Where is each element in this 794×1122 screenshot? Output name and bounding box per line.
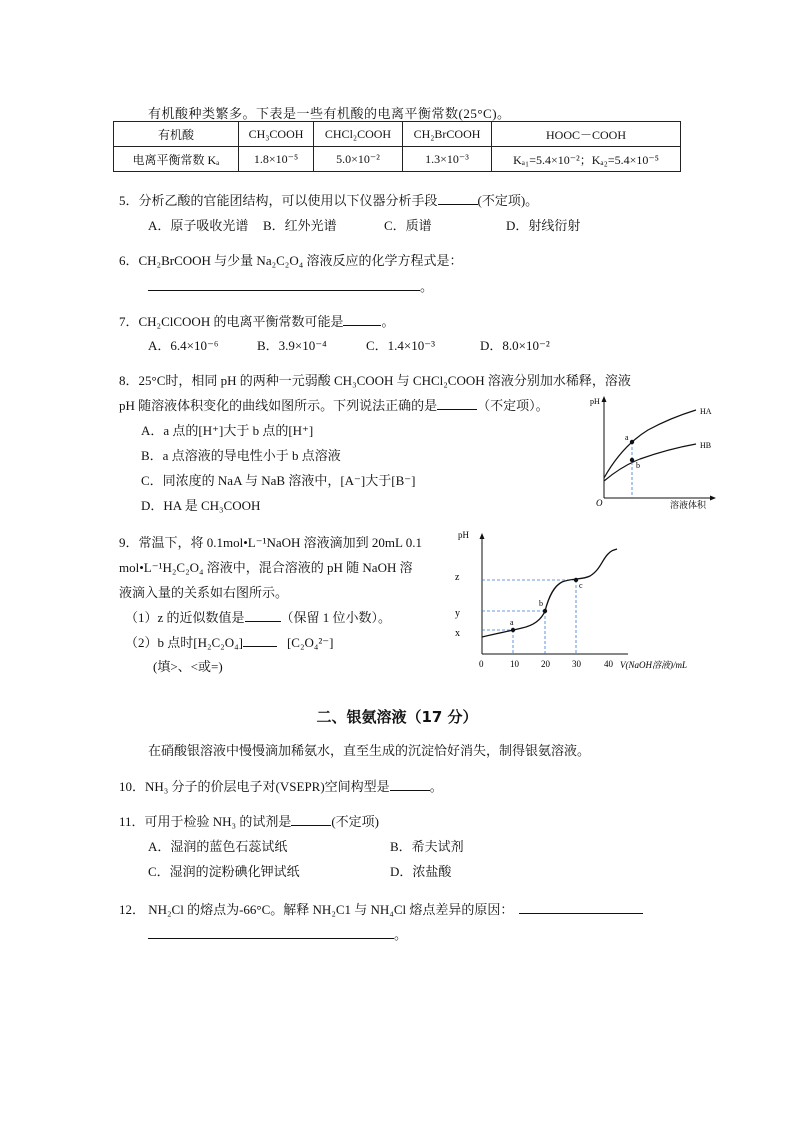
answer-blank[interactable] xyxy=(390,778,430,791)
point-a-label: a xyxy=(510,618,514,627)
answer-blank[interactable] xyxy=(245,609,281,622)
question-7 xyxy=(119,311,394,330)
question-12 xyxy=(119,899,643,918)
question-11 xyxy=(119,811,379,830)
q9-titration-graph xyxy=(450,526,720,672)
question-stem: 5．分析乙酸的官能团结构，可以使用以下仪器分析手段 xyxy=(119,193,438,208)
question-10 xyxy=(119,776,443,795)
y-label-y: y xyxy=(455,608,460,619)
table-cell: 1.8×10⁻⁵ xyxy=(239,147,314,172)
y-axis-arrow xyxy=(602,396,607,402)
option-b: B．3.9×10⁻⁴ xyxy=(257,338,327,353)
y-label-z: z xyxy=(455,572,460,583)
x-tick-label: 30 xyxy=(572,659,581,669)
question-8-line2 xyxy=(119,395,549,414)
question-stem: 11．可用于检验 NH₃ 的试剂是 xyxy=(119,814,292,829)
curve-hb-label: HB xyxy=(700,441,712,450)
option-a: A．a 点的[H⁺]大于 b 点的[H⁺] xyxy=(141,423,314,438)
option-d: D．浓盐酸 xyxy=(390,864,452,879)
ka-table xyxy=(113,121,681,172)
option-c: C．湿润的淀粉碘化钾试纸 xyxy=(148,864,300,879)
x-axis-label: V(NaOH溶液)/mL xyxy=(620,660,687,670)
question-stem: [C₂O₄²⁻] xyxy=(286,635,334,650)
question-stem: （不定项）。 xyxy=(477,398,549,413)
option-d: D．8.0×10⁻² xyxy=(480,338,550,353)
question-stem: (不定项)。 xyxy=(477,193,539,208)
question-stem: （保留 1 位小数）。 xyxy=(280,610,392,625)
point-b xyxy=(630,458,634,462)
option-a: A．原子吸收光谱 xyxy=(148,218,249,233)
question-9-line2: mol•L⁻¹H₂C₂O₄ 溶液中，混合溶液的 pH 随 NaOH 溶 xyxy=(119,560,413,575)
x-axis-arrow xyxy=(710,496,716,501)
answer-blank[interactable] xyxy=(438,192,478,205)
point-b xyxy=(543,609,547,613)
table-cell: 1.3×10⁻³ xyxy=(403,147,492,172)
line-end: 。 xyxy=(420,279,434,294)
section-title: 二、银氨溶液（17 分） xyxy=(316,708,478,726)
question-5 xyxy=(119,190,538,209)
line-end: 。 xyxy=(394,927,408,942)
y-label-x: x xyxy=(455,628,460,639)
curve-ha-label: HA xyxy=(700,407,712,416)
question-stem: 12． NH₂Cl 的熔点为-66°C。解释 NH₂C1 与 NH₄Cl 熔点差异的原因： xyxy=(119,902,514,917)
q8-ph-dilution-graph xyxy=(588,394,720,512)
table-cell: Kₐ₁=5.4×10⁻²；Kₐ₂=5.4×10⁻⁵ xyxy=(492,147,681,172)
option-a: A．湿润的蓝色石蕊试纸 xyxy=(148,839,288,854)
question-8-line1: 8．25°C时，相同 pH 的两种一元弱酸 CH₃COOH 与 CHCl₂COOH 溶液分别加水稀释，溶液 xyxy=(119,373,631,388)
point-b-label: b xyxy=(539,599,543,608)
question-stem: pH 随溶液体积变化的曲线如图所示。下列说法正确的是 xyxy=(119,398,438,413)
question-stem: 7．CH₂ClCOOH 的电离平衡常数可能是 xyxy=(119,314,344,329)
x-tick-label: 40 xyxy=(604,659,613,669)
curve-hb xyxy=(604,444,696,481)
x-axis-label: 溶液体积 xyxy=(670,500,707,510)
table-cell: 有机酸 xyxy=(114,122,239,147)
x-tick-label: 10 xyxy=(510,659,519,669)
point-a xyxy=(511,628,515,632)
titration-curve xyxy=(482,549,617,637)
question-stem: 。 xyxy=(381,314,395,329)
table-row xyxy=(114,122,681,147)
option-d: D．HA 是 CH₃COOH xyxy=(141,498,261,513)
question-6: 6．CH₂BrCOOH 与少量 Na₂C₂O₄ 溶液反应的化学方程式是： xyxy=(119,253,463,268)
option-d: D．射线衍射 xyxy=(506,218,581,233)
curve-ha xyxy=(604,410,696,478)
point-b-label: b xyxy=(636,461,640,470)
y-axis-arrow xyxy=(480,533,485,539)
intro-text: 有机酸种类繁多。下表是一些有机酸的电离平衡常数(25°C)。 xyxy=(148,106,511,121)
question-stem: （2）b 点时[H₂C₂O₄] xyxy=(125,635,243,650)
option-b: B．希夫试剂 xyxy=(390,839,464,854)
answer-line-6[interactable] xyxy=(148,276,433,295)
answer-blank[interactable] xyxy=(519,901,643,914)
y-axis-label: pH xyxy=(458,530,469,540)
answer-blank[interactable] xyxy=(437,397,477,410)
question-9-line3: 液滴入量的关系如右图所示。 xyxy=(119,585,289,600)
option-c: C．质谱 xyxy=(384,218,432,233)
table-cell: CHCl₂COOH xyxy=(314,122,403,147)
x-tick-label: 20 xyxy=(541,659,550,669)
table-cell: HOOC－COOH xyxy=(492,122,681,147)
point-a xyxy=(630,440,634,444)
table-cell: CH₂BrCOOH xyxy=(403,122,492,147)
x-tick-label: 0 xyxy=(479,659,484,669)
origin-label: O xyxy=(596,498,603,508)
answer-line-12[interactable] xyxy=(148,924,407,943)
option-c: C．1.4×10⁻³ xyxy=(366,338,436,353)
option-a: A．6.4×10⁻⁶ xyxy=(148,338,219,353)
option-b: B．红外光谱 xyxy=(263,218,337,233)
table-cell: CH₃COOH xyxy=(239,122,314,147)
y-axis-label: pH xyxy=(590,397,600,406)
point-c-label: c xyxy=(579,581,583,590)
point-c xyxy=(574,578,578,582)
question-stem: （1）z 的近似数值是 xyxy=(125,610,245,625)
option-b: B．a 点溶液的导电性小于 b 点溶液 xyxy=(141,448,341,463)
answer-blank[interactable] xyxy=(291,813,331,826)
question-9-line1: 9．常温下，将 0.1mol•L⁻¹NaOH 溶液滴加到 20mL 0.1 xyxy=(119,535,422,550)
table-row xyxy=(114,147,681,172)
table-cell: 5.0×10⁻² xyxy=(314,147,403,172)
question-9-sub1 xyxy=(125,607,391,626)
question-stem: 。 xyxy=(429,779,443,794)
question-stem: 10．NH₃ 分子的价层电子对(VSEPR)空间构型是 xyxy=(119,779,390,794)
point-a-label: a xyxy=(625,433,629,442)
question-9-sub2 xyxy=(125,632,334,651)
option-c: C．同浓度的 NaA 与 NaB 溶液中，[A⁻]大于[B⁻] xyxy=(141,473,416,488)
table-cell: 电离平衡常数 Kₐ xyxy=(114,147,239,172)
answer-blank[interactable] xyxy=(243,634,277,647)
section-intro: 在硝酸银溶液中慢慢滴加稀氨水，直至生成的沉淀恰好消失，制得银氨溶液。 xyxy=(148,743,591,758)
question-stem: (不定项) xyxy=(331,814,379,829)
answer-blank[interactable] xyxy=(343,313,381,326)
question-9-note: (填>、<或=) xyxy=(153,659,223,674)
